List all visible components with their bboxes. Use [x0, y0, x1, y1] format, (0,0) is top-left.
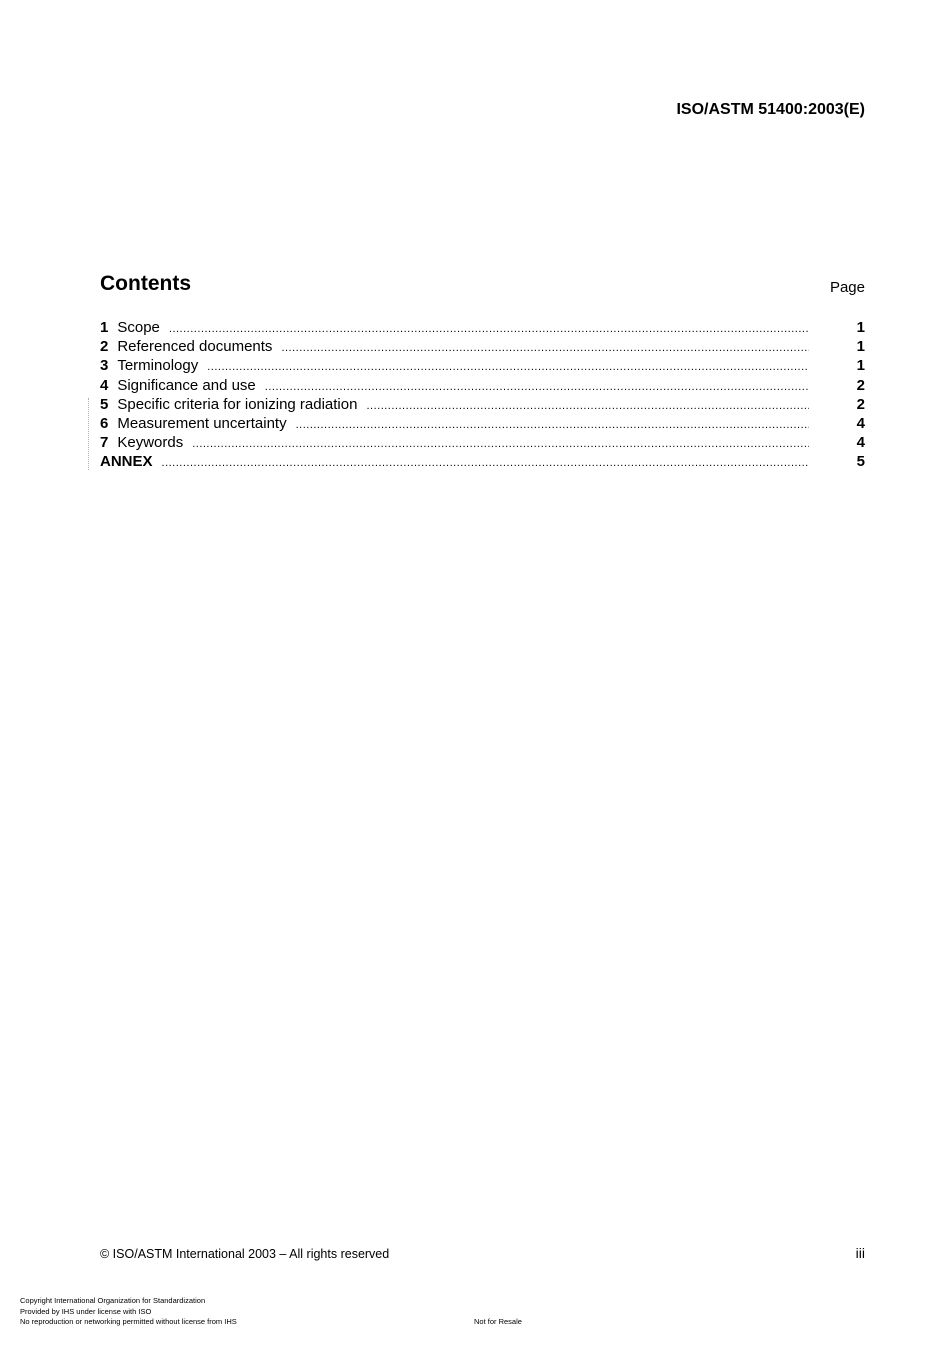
page-column-header: Page	[829, 279, 865, 296]
toc-entry-number: 6	[100, 414, 109, 432]
margin-marks	[88, 398, 91, 470]
toc-entry-title: Referenced documents	[117, 338, 273, 356]
contents-title: Contents	[100, 272, 191, 295]
toc-dot-leader	[207, 358, 808, 377]
toc-entry-page: 2	[856, 376, 865, 394]
toc-dot-leader	[281, 339, 808, 358]
toc-entry-annex[interactable]	[100, 452, 865, 471]
toc-entry-number: 7	[100, 434, 109, 452]
toc-entry-number: 5	[100, 395, 109, 413]
toc-dot-leader	[192, 435, 808, 454]
not-for-resale-notice: Not for Resale	[474, 1317, 522, 1326]
toc-entry-page: 5	[856, 453, 865, 471]
toc-entry-title: Significance and use	[117, 376, 256, 394]
toc-entry-page: 1	[856, 319, 865, 336]
toc-entry-number: 1	[100, 319, 109, 336]
toc-entry-page: 2	[856, 395, 865, 413]
toc-entry-page: 1	[856, 357, 865, 375]
toc-entry-title: Scope	[117, 319, 160, 336]
toc-entry-title: ANNEX	[100, 453, 153, 471]
toc-entry-title: Specific criteria for ionizing radiation	[117, 395, 358, 413]
ihs-notice-line: Copyright International Organization for Standardization	[20, 1296, 206, 1305]
toc-dot-leader	[296, 416, 809, 435]
toc-entry-page: 4	[856, 434, 865, 452]
toc-entry-specific-criteria[interactable]	[100, 395, 865, 414]
toc-entry-title: Terminology	[117, 357, 199, 375]
toc-entry-scope[interactable]	[100, 318, 865, 337]
toc-entry-page: 1	[856, 338, 865, 356]
toc-entry-number: 2	[100, 338, 109, 356]
document-id: ISO/ASTM 51400:2003(E)	[676, 101, 865, 118]
toc-entry-referenced-documents[interactable]	[100, 337, 865, 356]
footer-page-number: iii	[855, 1245, 865, 1261]
toc-entry-title: Measurement uncertainty	[117, 414, 287, 432]
table-of-contents	[100, 318, 865, 472]
toc-entry-keywords[interactable]	[100, 433, 865, 452]
ihs-notice-line: No reproduction or networking permitted without license from IHS	[20, 1317, 237, 1326]
toc-entry-page: 4	[856, 414, 865, 432]
toc-entry-significance-and-use[interactable]	[100, 376, 865, 395]
toc-entry-measurement-uncertainty[interactable]	[100, 414, 865, 433]
ihs-license-notice	[20, 1296, 237, 1328]
toc-entry-title: Keywords	[117, 434, 184, 452]
toc-dot-leader	[162, 454, 809, 473]
toc-entry-number: 4	[100, 376, 109, 394]
toc-entry-terminology[interactable]	[100, 356, 865, 375]
footer-copyright: © ISO/ASTM International 2003 – All rights reserved	[100, 1247, 390, 1261]
ihs-notice-line: Provided by IHS under license with ISO	[20, 1306, 152, 1316]
toc-entry-number: 3	[100, 357, 109, 375]
toc-dot-leader	[366, 397, 808, 416]
